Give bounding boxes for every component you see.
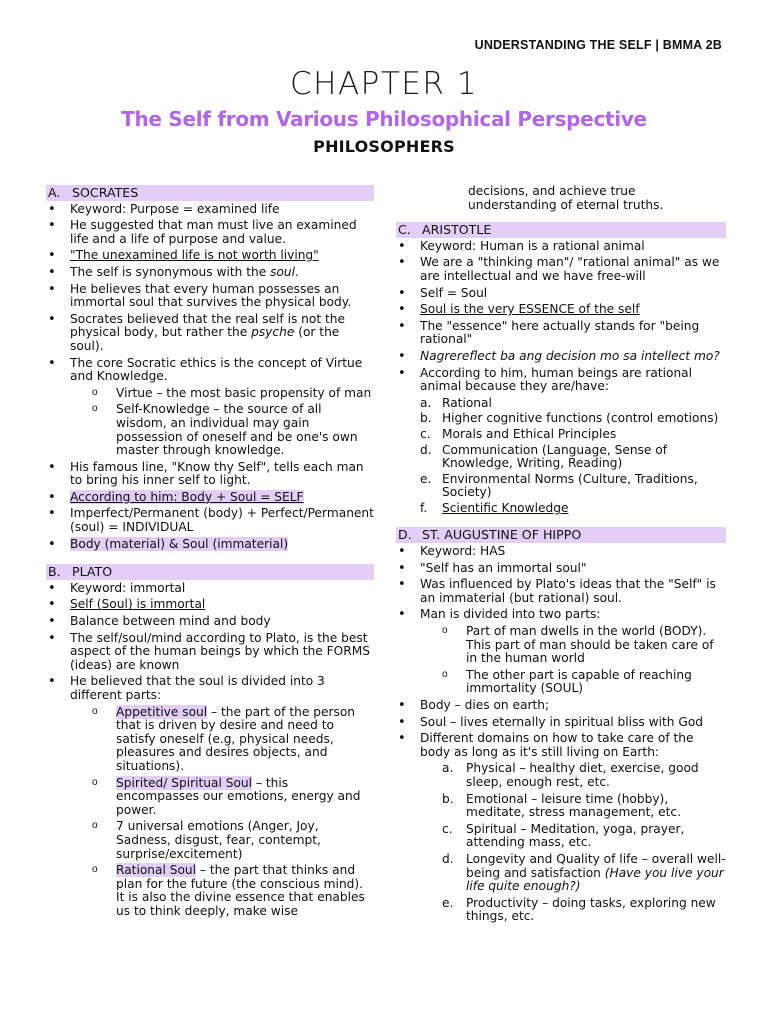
text-italic: soul (270, 264, 296, 279)
section-letter: C. (398, 222, 411, 238)
list-item: • "Self has an immortal soul" (396, 562, 726, 576)
section-socrates-heading (46, 185, 374, 201)
list-item: • The "essence" here actually stands for "being rational" (396, 320, 726, 347)
sub-list-item: o Self-Knowledge – the source of all wisdom, an individual may gain possession of oneself and be one's own master through knowledge. (46, 403, 374, 457)
alpha-list-item (396, 473, 726, 500)
left-column (46, 185, 374, 922)
aristotle-alpha-list (396, 397, 726, 516)
section-aristotle-heading (396, 222, 726, 238)
list-item: • Man is divided into two parts: (396, 608, 726, 622)
text-italic: Nagrereflect ba ang decision mo sa intellect mo? (420, 348, 720, 363)
sub-list-item (46, 777, 374, 818)
list-item: • He believes that every human possesses an immortal soul that survives the physical body. (46, 283, 374, 310)
list-item: • "The unexamined life is not worth living" (46, 249, 374, 263)
list-item: • Self (Soul) is immortal (46, 598, 374, 612)
text-italic: psyche (251, 325, 295, 340)
chapter-title: CHAPTER 1 (290, 66, 478, 102)
list-item: • Keyword: Purpose = examined life (46, 203, 374, 217)
text: . (295, 264, 299, 279)
alpha-list-text: Scientific Knowledge (442, 500, 569, 515)
list-item: • Different domains on how to take care of the body as long as it's still living on Earth: (396, 732, 726, 759)
alpha-list-letter: f. (420, 500, 428, 515)
list-item: • According to him, human beings are rational animal because they are/have: (396, 367, 726, 394)
text: – this encompasses our emotions, energy and power. (116, 775, 361, 817)
list-item: • Body – dies on earth; (396, 699, 726, 713)
alpha-list-text: Morals and Ethical Principles (442, 426, 617, 441)
augustine-alpha-list (396, 762, 726, 924)
text: The self is synonymous with the (70, 264, 271, 279)
list-item: • Self = Soul (396, 287, 726, 301)
sub-list-item: o The other part is capable of reaching immortality (SOUL) (396, 669, 726, 696)
alpha-list-text: Longevity and Quality of life – overall well-being and satisfaction (466, 851, 726, 880)
list-item (46, 313, 374, 354)
section-augustine-heading (396, 527, 726, 543)
alpha-list-item (396, 428, 726, 442)
list-item (46, 538, 374, 552)
sub-list-item (46, 706, 374, 774)
list-item: • Keyword: immortal (46, 582, 374, 596)
alpha-list-item (396, 412, 726, 426)
section-heading: PHILOSOPHERS (313, 137, 455, 156)
list-item: • He suggested that man must live an examined life and a life of purpose and value. (46, 219, 374, 246)
alpha-list-letter: b. (442, 791, 454, 806)
header-course: UNDERSTANDING THE SELF | BMMA 2B (474, 38, 722, 52)
highlighted-text: According to him: Body + Soul = SELF (70, 489, 304, 504)
list-item: • Soul is the very ESSENCE of the self (396, 303, 726, 317)
list-item: • Soul – lives eternally in spiritual bliss with God (396, 716, 726, 730)
highlighted-text: Rational Soul (116, 863, 197, 878)
alpha-list-text: Environmental Norms (Culture, Traditions, Society) (442, 471, 698, 500)
alpha-list-item (396, 502, 726, 516)
highlighted-text: Body (material) & Soul (immaterial) (70, 536, 289, 551)
list-item: • The core Socratic ethics is the concept of Virtue and Knowledge. (46, 357, 374, 384)
alpha-list-text: Productivity – doing tasks, exploring new things, etc. (466, 895, 716, 924)
alpha-list-letter: a. (420, 395, 432, 410)
text: Socrates believed that the real self is not the physical body, but rather the (70, 311, 346, 340)
alpha-list-item (396, 397, 726, 411)
list-item: • Was influenced by Plato's ideas that the "Self" is an immaterial (but rational) soul. (396, 578, 726, 605)
right-column (396, 185, 726, 927)
alpha-list-text: Spiritual – Meditation, yoga, prayer, attending mass, etc. (466, 821, 685, 850)
list-item: • Keyword: HAS (396, 545, 726, 559)
alpha-list-text: Higher cognitive functions (control emotions) (442, 411, 719, 426)
section-name: ST. AUGUSTINE OF HIPPO (422, 527, 582, 543)
list-item: • He believed that the soul is divided into 3 different parts: (46, 675, 374, 702)
chapter-subtitle: The Self from Various Philosophical Perspective (121, 107, 647, 131)
alpha-list-item (396, 897, 726, 924)
alpha-list-letter: a. (442, 761, 454, 776)
list-item: • Keyword: Human is a rational animal (396, 240, 726, 254)
alpha-list-item (396, 762, 726, 789)
sub-list-item: o 7 universal emotions (Anger, Joy, Sadness, disgust, fear, contempt, surprise/excitement) (46, 820, 374, 861)
text: – the part that thinks and plan for the future (the conscious mind). It is also the divine essence that enables us to think deeply, make wise (116, 863, 365, 918)
text: (or the soul). (70, 325, 340, 353)
highlighted-text: Appetitive soul (116, 704, 208, 719)
plato-continuation: decisions, and achieve true understanding of eternal truths. (468, 184, 664, 212)
alpha-list-text: Communication (Language, Sense of Knowledge, Writing, Reading) (442, 442, 668, 471)
alpha-list-item (396, 793, 726, 820)
alpha-list-item (396, 444, 726, 471)
list-item: • The self/soul/mind according to Plato, is the best aspect of the human beings by which the FORMS (ideas) are known (46, 632, 374, 673)
alpha-list-letter: c. (420, 426, 431, 441)
highlighted-text: Spirited/ Spiritual Soul (116, 775, 253, 790)
section-name: SOCRATES (72, 185, 139, 200)
list-item: • We are a "thinking man"/ "rational animal" as we are intellectual and we have free-will (396, 256, 726, 283)
section-plato-heading (46, 564, 374, 580)
alpha-list-item (396, 853, 726, 894)
section-name: PLATO (72, 564, 113, 580)
alpha-list-letter: e. (420, 471, 432, 486)
list-item (46, 266, 374, 280)
alpha-list-letter: d. (442, 851, 454, 866)
alpha-list-item (396, 823, 726, 850)
alpha-list-letter: d. (420, 442, 432, 457)
section-letter: A. (48, 185, 61, 200)
alpha-list-text: Physical – healthy diet, exercise, good sleep, enough rest, etc. (466, 761, 699, 789)
alpha-list-text: Emotional – leisure time (hobby), meditate, stress management, etc. (466, 791, 681, 820)
list-item: • His famous line, "Know thy Self", tells each man to bring his inner self to light. (46, 461, 374, 488)
alpha-list-text: Rational (442, 395, 492, 410)
sub-list-item (46, 864, 374, 918)
list-item (396, 350, 726, 364)
section-letter: D. (398, 527, 412, 543)
sub-list-item: o Part of man dwells in the world (BODY). This part of man should be taken care of in the human world (396, 625, 726, 666)
section-name: ARISTOTLE (422, 222, 492, 238)
list-item: • Imperfect/Permanent (body) + Perfect/Permanent (soul) = INDIVIDUAL (46, 507, 374, 534)
text: – the part of the person that is driven by desire and need to satisfy oneself (e.g, physical needs, pleasures and desires objects, and situations). (116, 704, 355, 773)
alpha-list-letter: b. (420, 411, 432, 426)
sub-list-item: o Virtue – the most basic propensity of man (46, 387, 374, 401)
alpha-list-letter: c. (442, 821, 453, 836)
list-item (46, 491, 374, 505)
list-item: • Balance between mind and body (46, 615, 374, 629)
alpha-list-italic: (Have you live your life quite enough?) (466, 865, 724, 894)
alpha-list-letter: e. (442, 895, 454, 910)
section-letter: B. (48, 564, 61, 580)
